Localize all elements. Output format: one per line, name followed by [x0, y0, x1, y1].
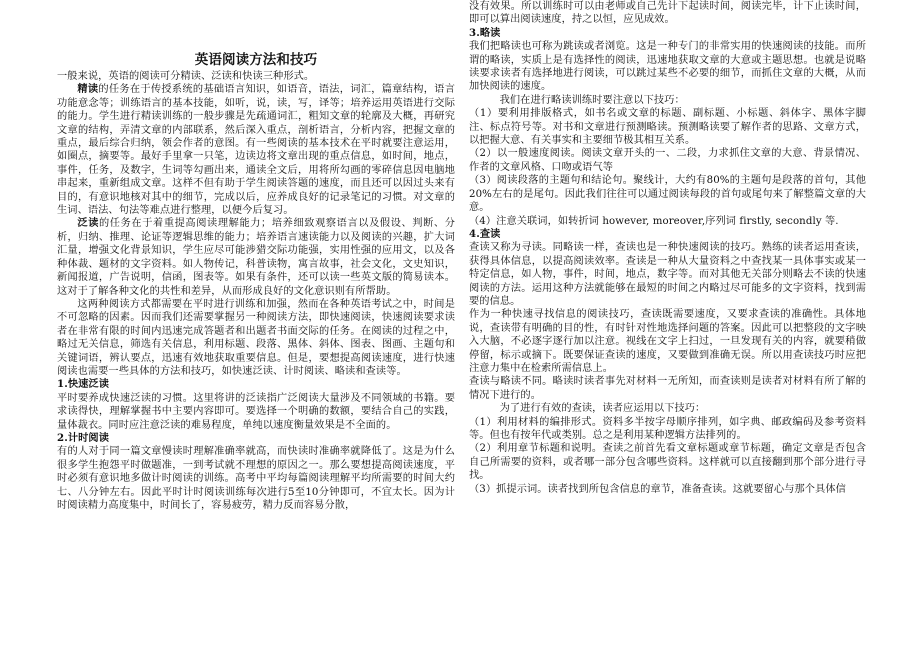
- scanning-accuracy: 作为一种快速寻找信息的阅读技巧，查读既需要速度，又要求查读的准确性。具体地说，查读带有明确的目的性，有时针对性地选择问题的答案。因此可以把整段的文字映入大脑，不必逐字逐行加以注意。视线在文字上扫过，一旦发现有关的内容，就要稍做停留，标示或摘下。既要保证查读的速度，又要做到准确无误。所以用查读技巧时应把注意力集中在检索所需信息上。: [469, 309, 866, 374]
- scanning-tip-1: （1）利用材料的编排形式。资料多半按字母顺序排列，如字典、邮政编码及参考资料等。但也有按年代或类别。总之是利用某种逻辑方法排列的。: [469, 416, 866, 441]
- scanning-tip-3: （3）抓提示词。读者找到所包含信息的章节，准备查读。这就要留心与那个具体信: [469, 483, 846, 495]
- continued-paragraph: 没有效果。所以训练时可以由老师或自己先计下起读时间，阅读完毕，计下止读时间，即可以算出阅读速度，持之以恒，应见成效。: [469, 1, 866, 26]
- skimming-tip-4: （4）注意关联词，如转折词 however, moreover,序列词 firstly, secondly 等.: [469, 215, 839, 227]
- document-title: 英语阅读方法和技巧: [194, 52, 318, 68]
- left-column: [57, 0, 455, 512]
- extensive-reading-term: 泛读: [77, 217, 99, 230]
- extensive-reading-paragraph: [57, 217, 455, 297]
- section-body-fast-extensive: 平时要养成快速泛读的习惯。这里将讲的泛读指广泛阅读大量涉及不同领域的书籍。要求读得快，理解掌握书中主要内容即可。要选择一个明确的数额，要结合自己的实践，量体裁衣。同时应注意泛读的难易程度，单纯以速度衡量效果是不全面的。: [57, 392, 455, 431]
- section-heading-fast-extensive: 1.快速泛读: [57, 378, 109, 391]
- intensive-reading-term: 精读: [77, 83, 99, 96]
- section-heading-scanning: 4.查读: [469, 227, 501, 240]
- scanning-tip-2: （2）利用章节标题和说明。查读之前首先看文章标题或章节标题，确定文章是否包含自己所需要的资料，或者哪一部分包含哪些资料。这样就可以直接翻到那个部分进行寻找。: [469, 443, 866, 482]
- scanning-definition: 查读又称为寻读。同略读一样，查读也是一种快速阅读的技巧。熟练的读者运用查读，获得具体信息，以提高阅读效率。查读是一种从大量资料之中查找某一具体事实或某一特定信息，如人物，事件，时间，地点，数字等。而对其他无关部分则略去不读的快速阅读的方法。运用这种方法就能够在最短的时间之内略过尽可能多的文字资料，找到需要的信息。: [469, 242, 866, 307]
- skimming-tip-3: （3）阅读段落的主题句和结论句。聚线计，大约有80%的主题句是段落的首句，其他20%左右的是尾句。因此我们往往可以通过阅读每段的首句或尾句来了解整篇文章的大意。: [469, 175, 866, 214]
- skimming-definition: 我们把略读也可称为跳读或者浏览。这是一种专门的非常实用的快速阅读的技能。而所谓的略读，实质上是有选择性的阅读，迅速地获取文章的大意或主题思想。也就是说略读要求读者有选择地进行阅读，可以跳过某些不必要的细节，而抓住文章的大概，从而加快阅读的速度。: [469, 41, 866, 93]
- section-heading-skimming: 3.略读: [469, 26, 501, 39]
- skimming-tips-intro: 我们在进行略读训练时要注意以下技巧：: [499, 94, 685, 106]
- section-heading-timed-reading: 2.计时阅读: [57, 431, 109, 444]
- intensive-reading-paragraph: [57, 83, 455, 217]
- scanning-vs-skimming: 查读与略读不同。略读时读者事先对材料一无所知，而查读则是读者对材料有所了解的情况下进行的。: [469, 376, 866, 401]
- scanning-tips-intro: 为了进行有效的查读，读者应运用以下技巧：: [499, 403, 706, 415]
- fast-reading-paragraph: 这两种阅读方式都需要在平时进行训练和加强，然而在各种英语考试之中，时间是不可忽略的因素。因而我们还需要掌握另一种阅读方法，即快速阅读，快速阅读要求读者在非常有限的时间内迅速完成答题者和出题者书面交际的任务。在阅读的过程之中，略过无关信息，筛选有关信息，利用标题、段落、黑体、斜体、图表、图画、主题句和关键词语，辨认要点，迅速有效地获取重要信息。但是，要想提高阅读速度，进行快速阅读也需要一些具体的方法和技巧，如快速泛读、计时阅读、略读和查读等。: [57, 298, 455, 377]
- section-body-timed-reading: 有的人对于同一篇文章慢读时理解准确率就高，而快读时准确率就降低了。这是为什么很多学生抱怨平时做题准，一到考试就不理想的原因之一。那么要想提高阅读速度，平时必须有意识地多做计时阅读的训练。高考中平均每篇阅读理解平均所需要的时间大约七、八分钟左右。因此平时计时阅读训练每次进行5至10分钟即可，不宜太长。因为计时阅读精力高度集中，时间长了，容易疲劳，精力反而容易分散，: [57, 446, 455, 511]
- right-column: [469, 0, 866, 496]
- skimming-tip-1: （1）要利用排版格式，如书名或文章的标题、副标题、小标题、斜体字、黑体字脚注、标点符号等。对书和文章进行预测略读。预测略读要了解作者的思路、文章方式，以把握大意、有关事实和主要细节极其相互关系。: [469, 108, 866, 147]
- intensive-reading-body: 的任务在于传授系统的基础语言知识，如语音，语法，词汇，篇章结构，语言功能意念等；训练语言的基本技能，如听，说，读，写，译等；培养运用英语进行交际的能力。学生进行精读训练的一般步骤是先疏通词汇，粗知文章的轮廓及大概，再研究文章的结构，弄清文章的内部联系，然后深入重点，剖析语言，分析内容，把握文章的重点，最后综合归纳，领会作者的意图。有一些阅读的基本技术在平时就要注意运用，如圈点，摘要等。最好手里拿一只笔，边读边将文章出现的重点信息，如时间，地点，事件，任务，及数字，生词等勾画出来，通读全文后，用将所勾画的零碎信息因电脑地串起来，重新组成文章。这样不但有助于学生阅读答题的速度，而且还可以因过头来有目的，有意识地核对其中的细节，完成以后，应养成良好的记录笔记的习惯。对文章的生词、语法、句法等难点进行整理，以便今后复习。: [57, 84, 455, 217]
- extensive-reading-body: 的任务在于着重提高阅读理解能力；培养细致观察语言以及假设、判断、分析，归纳、推理、论证等逻辑思维的能力；培养语言速读能力以及阅读的兴趣，扩大词汇量，增强文化背景知识，学生应尽可能涉猎交际功能强，实用性强的应用文，以及各种体裁、题材的文字资料。如人物传记，科普读物，寓言故事，社会文化，文史知识，新闻报道，广告说明，信函，图表等。如果有条件，还可以读一些英文版的简易读本。这对于了解各种文化的共性和差异，从而形成良好的文化意识则有所帮助。: [57, 218, 455, 297]
- skimming-tip-2: （2）以一般速度阅读。阅读文章开头的一、二段，力求抓住文章的大意、背景情况、作者的文章风格、口吻或语气等: [469, 148, 866, 173]
- intro-paragraph: 一般来说，英语的阅读可分精读、泛读和快读三种形式。: [57, 71, 315, 82]
